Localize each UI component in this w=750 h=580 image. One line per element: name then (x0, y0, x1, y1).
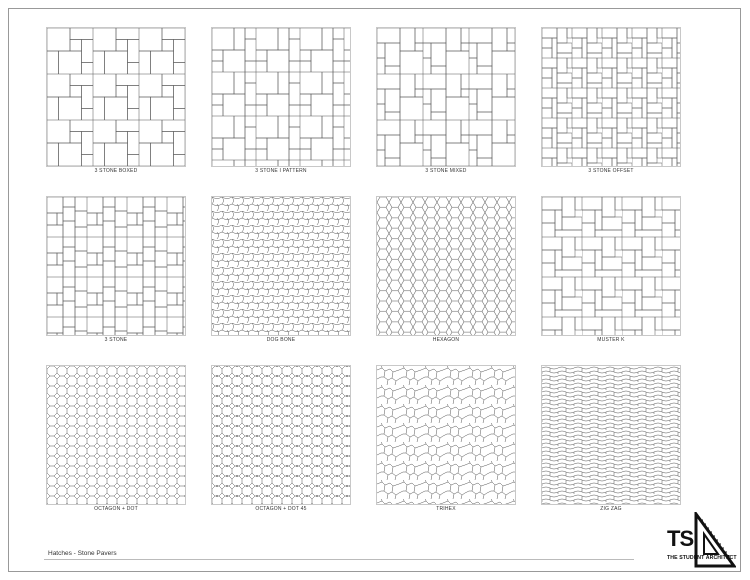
hatch-label: TRIHEX (436, 506, 456, 512)
hatch-label: 3 STONE MIXED (425, 168, 467, 174)
hatch-tile (211, 27, 351, 174)
hatch-label: 3 STONE (104, 337, 128, 343)
hatch-swatch-stone-random (46, 196, 186, 336)
hatch-label: 3 STONE OFFSET (588, 168, 634, 174)
hatch-tile (541, 27, 681, 174)
hatch-tile (46, 196, 186, 343)
hatch-label: OCTAGON + DOT 45 (255, 506, 307, 512)
hatch-label: 3 STONE BOXED (94, 168, 138, 174)
hatch-tile (376, 196, 516, 343)
sheet-title: Hatches - Stone Pavers (48, 550, 117, 557)
hatch-label: HEXAGON (432, 337, 460, 343)
hatch-label: ZIG ZAG (600, 506, 622, 512)
hatch-label: OCTAGON + DOT (94, 506, 138, 512)
logo-mark: TS (667, 526, 694, 551)
sheet-title-bar (44, 547, 634, 560)
hatch-swatch-octagon-dot (46, 365, 186, 505)
hatch-tile (541, 196, 681, 343)
hatch-swatch-stone-mixed (376, 27, 516, 167)
hatch-tile (211, 365, 351, 512)
hatch-label: 3 STONE I PATTERN (255, 168, 307, 174)
hatch-swatch-dog-bone (211, 196, 351, 336)
hatch-tile (541, 365, 681, 512)
hatch-swatch-octagon-dot-45 (211, 365, 351, 505)
hatch-tile (376, 27, 516, 174)
logo (654, 512, 738, 570)
hatch-swatch-zig-zag (541, 365, 681, 505)
logo-name: THE STUDENT ARCHITECT (667, 555, 737, 561)
hatch-swatch-stone-offset (541, 27, 681, 167)
hatch-tile (211, 196, 351, 343)
hatch-swatch-hexagon (376, 196, 516, 336)
hatch-tile (46, 365, 186, 512)
hatch-swatch-trihex (376, 365, 516, 505)
hatch-swatch-stone-boxed (46, 27, 186, 167)
hatch-label: DOG BONE (266, 337, 296, 343)
hatch-swatch-stone-i (211, 27, 351, 167)
hatch-swatch-muster-k (541, 196, 681, 336)
hatch-tile (46, 27, 186, 174)
hatch-label: MUSTER K (597, 337, 625, 343)
hatch-tile (376, 365, 516, 512)
